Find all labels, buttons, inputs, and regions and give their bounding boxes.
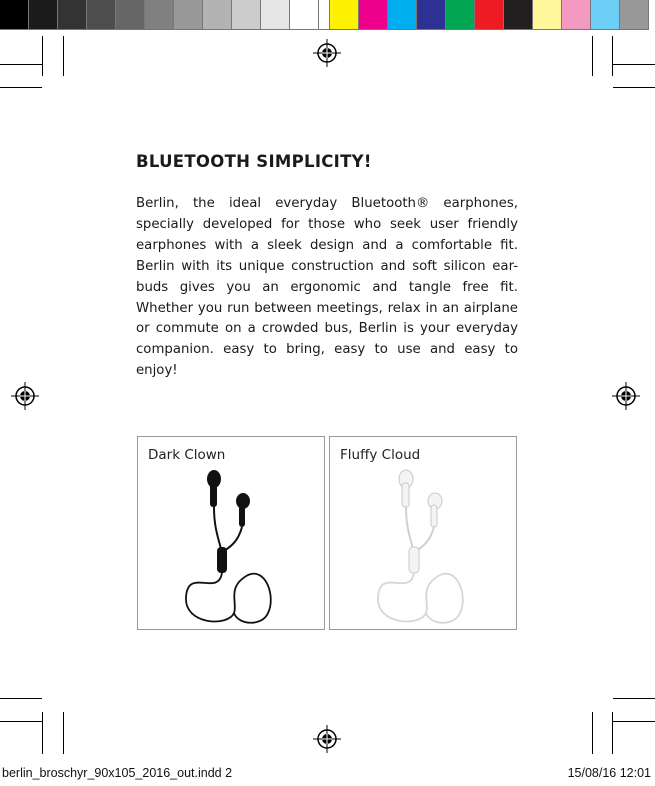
crop-mark (0, 698, 42, 699)
color-swatch (562, 0, 591, 30)
color-swatch (330, 0, 359, 30)
crop-mark (63, 36, 64, 76)
color-swatch (620, 0, 649, 30)
crop-mark (613, 64, 655, 65)
crop-mark (0, 721, 42, 722)
color-swatch (319, 0, 330, 30)
crop-mark (612, 36, 613, 76)
crop-mark (613, 698, 655, 699)
color-swatch (87, 0, 116, 30)
color-swatch (58, 0, 87, 30)
crop-mark (592, 36, 593, 76)
product-panel-fluffy-cloud (329, 436, 517, 630)
color-swatch (29, 0, 58, 30)
color-swatch (0, 0, 29, 30)
crop-mark (613, 721, 655, 722)
crop-mark (592, 712, 593, 754)
crop-mark (613, 87, 655, 88)
crop-mark (42, 712, 43, 754)
color-swatch (533, 0, 562, 30)
product-label: Dark Clown (148, 447, 226, 463)
color-swatch (591, 0, 620, 30)
product-panel-dark-clown (137, 436, 325, 630)
crop-mark (42, 36, 43, 76)
color-swatch (232, 0, 261, 30)
color-swatch (388, 0, 417, 30)
product-label: Fluffy Cloud (340, 447, 421, 463)
color-swatch (174, 0, 203, 30)
body-paragraph: Berlin, the ideal everyday Bluetooth® earphones, specially developed for those who seek user friendly earphones with a sleek design and a comfortable fit. Berlin with its unique construction and soft silicon ear-buds gives you an ergonomic and tangle free fit. Whether you run between meetings, relax in an airplane or commute on a crowded bus, Berlin is your everyday companion. easy to bring, easy to use and easy to enjoy! (136, 196, 518, 379)
crop-mark (63, 712, 64, 754)
color-swatch (475, 0, 504, 30)
crop-mark (0, 64, 42, 65)
printer-color-bar (0, 0, 649, 31)
crop-mark (612, 712, 613, 754)
registration-mark-icon (11, 382, 39, 410)
color-swatch (116, 0, 145, 30)
color-swatch (261, 0, 290, 30)
slug-timestamp: 15/08/16 12:01 (567, 766, 651, 780)
slug-filename: berlin_broschyr_90x105_2016_out.indd 2 (2, 766, 233, 780)
registration-mark-icon (313, 725, 341, 753)
earphones-black-icon (138, 437, 326, 631)
earphones-white-icon (330, 437, 518, 631)
color-swatch (359, 0, 388, 30)
crop-mark (0, 87, 42, 88)
color-swatch (290, 0, 319, 30)
color-swatch (504, 0, 533, 30)
page-heading: BLUETOOTH SIMPLICITY! (136, 152, 372, 171)
color-swatch (145, 0, 174, 30)
color-swatch (417, 0, 446, 30)
registration-mark-icon (612, 382, 640, 410)
registration-mark-icon (313, 39, 341, 67)
color-swatch (203, 0, 232, 30)
color-swatch (446, 0, 475, 30)
